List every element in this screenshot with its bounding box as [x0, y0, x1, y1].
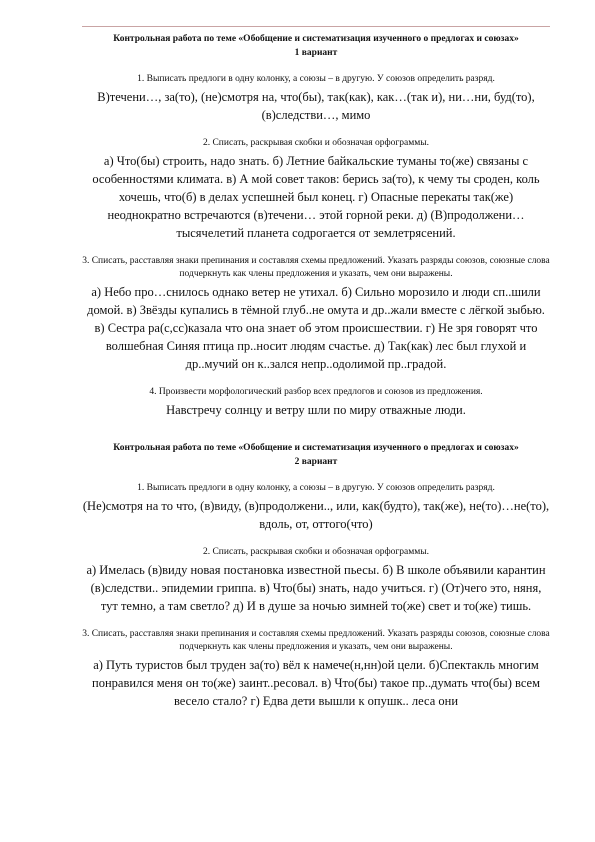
task-instruction: 1. Выписать предлоги в одну колонку, а союзы – в другую. У союзов определить разряд. — [137, 483, 495, 493]
variant-number: 1 вариант — [294, 48, 338, 58]
task-3 — [82, 255, 550, 373]
task-content: а) Небо про…снилось однако ветер не утихал. б) Сильно морозило и люди сп..шили домой. в) Звёзды купались в тёмной глуб..не омута и др..жали вместе с лёгкой зыбью. в) Сестра ра(с,сс)казала что она знает об этом происшествии. г) Не зря говорят что волшебная Синяя птица пр..носит людям счастье. д) Так(как) лес был глухой и др..мучий он к..зался непр..одолимой пр..градой. — [87, 285, 545, 371]
task-3 — [82, 628, 550, 710]
task-instruction: 2. Списать, раскрывая скобки и обозначая орфограммы. — [202, 138, 430, 148]
document-page — [82, 32, 550, 710]
task-content: Навстречу солнцу и ветру шли по миру отважные люди. — [166, 403, 466, 417]
header-rule — [82, 26, 550, 27]
task-4 — [82, 386, 550, 419]
task-instruction: 3. Списать, расставляя знаки препинания и составляя схемы предложений. Указать разряды союзов, союзные слова подчеркнуть как члены предложения и указать, чем они выражены. — [82, 256, 550, 279]
task-instruction: 4. Произвести морфологический разбор всех предлогов и союзов из предложения. — [149, 387, 483, 397]
task-content: а) Путь туристов был труден за(то) вёл к намече(н,нн)ой цели. б)Спектакль многим понравился меня он то(же) заинт..ресовал. в) Что(бы) такое пр..думать что(бы) всем весело стало? г) Едва дети вышли к опушк.. леса они — [92, 658, 540, 708]
task-instruction: 3. Списать, расставляя знаки препинания и составляя схемы предложений. Указать разряды союзов, союзные слова подчеркнуть как члены предложения и указать, чем они выражены. — [82, 629, 550, 652]
task-content: а) Имелась (в)виду новая постановка известной пьесы. б) В школе объявили карантин (в)следстви.. эпидемии гриппа. в) Что(бы) знать, надо учиться. г) (От)чего это, няня, тут темно, а там светло? д) И в душе за ночью зимней то(же) свет и то(же) тишь. — [86, 563, 546, 613]
variant-2 — [82, 441, 550, 710]
task-1 — [82, 482, 550, 533]
test-title: Контрольная работа по теме «Обобщение и систематизация изученного о предлогах и союзах» — [113, 34, 519, 44]
variant-number: 2 вариант — [294, 457, 338, 467]
task-1 — [82, 73, 550, 124]
task-2 — [82, 546, 550, 615]
test-title: Контрольная работа по теме «Обобщение и систематизация изученного о предлогах и союзах» — [113, 443, 519, 453]
task-instruction: 2. Списать, раскрывая скобки и обозначая орфограммы. — [202, 547, 430, 557]
variant-1 — [82, 32, 550, 419]
task-content: В)течени…, за(то), (не)смотря на, что(бы), так(как), как…(так и), ни…ни, буд(то), (в)следстви…, мимо — [97, 90, 535, 122]
task-2 — [82, 137, 550, 242]
task-content: (Не)смотря на то что, (в)виду, (в)продолжени.., или, как(будто), так(же), не(то)…не(то), вдоль, от, оттого(что) — [82, 499, 550, 531]
task-instruction: 1. Выписать предлоги в одну колонку, а союзы – в другую. У союзов определить разряд. — [137, 74, 495, 84]
task-content: а) Что(бы) строить, надо знать. б) Летние байкальские туманы то(же) связаны с особенностями климата. в) А мой совет таков: берись за(то), к чему ты сроден, коль хочешь, что(б) в делах успешней был конец. г) Опасные перекаты так(же) неоднократно встречаются (в)течени… этой горной реки. д) (В)продолжени… тысячелетий планета содрогается от землетрясений. — [92, 154, 540, 240]
